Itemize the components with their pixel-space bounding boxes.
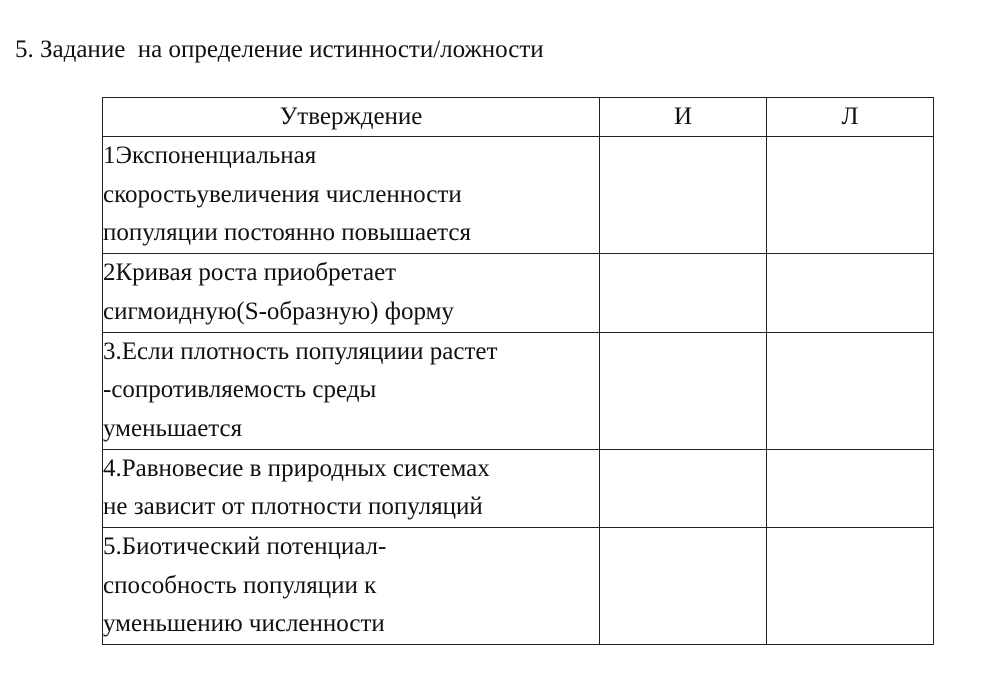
statement-cell: 1Экспоненциальная скоростьувеличения численности популяции постоянно повышается: [103, 137, 600, 254]
true-answer-cell[interactable]: [600, 254, 767, 332]
task-heading: 5. Задание на определение истинности/ложности: [15, 36, 544, 63]
false-answer-cell[interactable]: [767, 137, 934, 254]
false-answer-cell[interactable]: [767, 528, 934, 645]
table-row: [103, 449, 934, 527]
true-answer-cell[interactable]: [600, 137, 767, 254]
header-true: И: [600, 98, 767, 137]
statement-cell: 3.Если плотность популяциии растет -сопротивляемость среды уменьшается: [103, 332, 600, 449]
table-row: [103, 254, 934, 332]
statement-cell: 4.Равновесие в природных системах не зависит от плотности популяций: [103, 449, 600, 527]
table-row: [103, 137, 934, 254]
false-answer-cell[interactable]: [767, 254, 934, 332]
header-false: Л: [767, 98, 934, 137]
table-header-row: [103, 98, 934, 137]
statement-cell: 2Кривая роста приобретает сигмоидную(S-образную) форму: [103, 254, 600, 332]
statement-cell: 5.Биотический потенциал- способность популяции к уменьшению численности: [103, 528, 600, 645]
false-answer-cell[interactable]: [767, 332, 934, 449]
true-answer-cell[interactable]: [600, 528, 767, 645]
true-answer-cell[interactable]: [600, 332, 767, 449]
table-row: [103, 528, 934, 645]
table-row: [103, 332, 934, 449]
header-statement: Утверждение: [103, 98, 600, 137]
true-answer-cell[interactable]: [600, 449, 767, 527]
true-false-table: [102, 97, 934, 645]
false-answer-cell[interactable]: [767, 449, 934, 527]
